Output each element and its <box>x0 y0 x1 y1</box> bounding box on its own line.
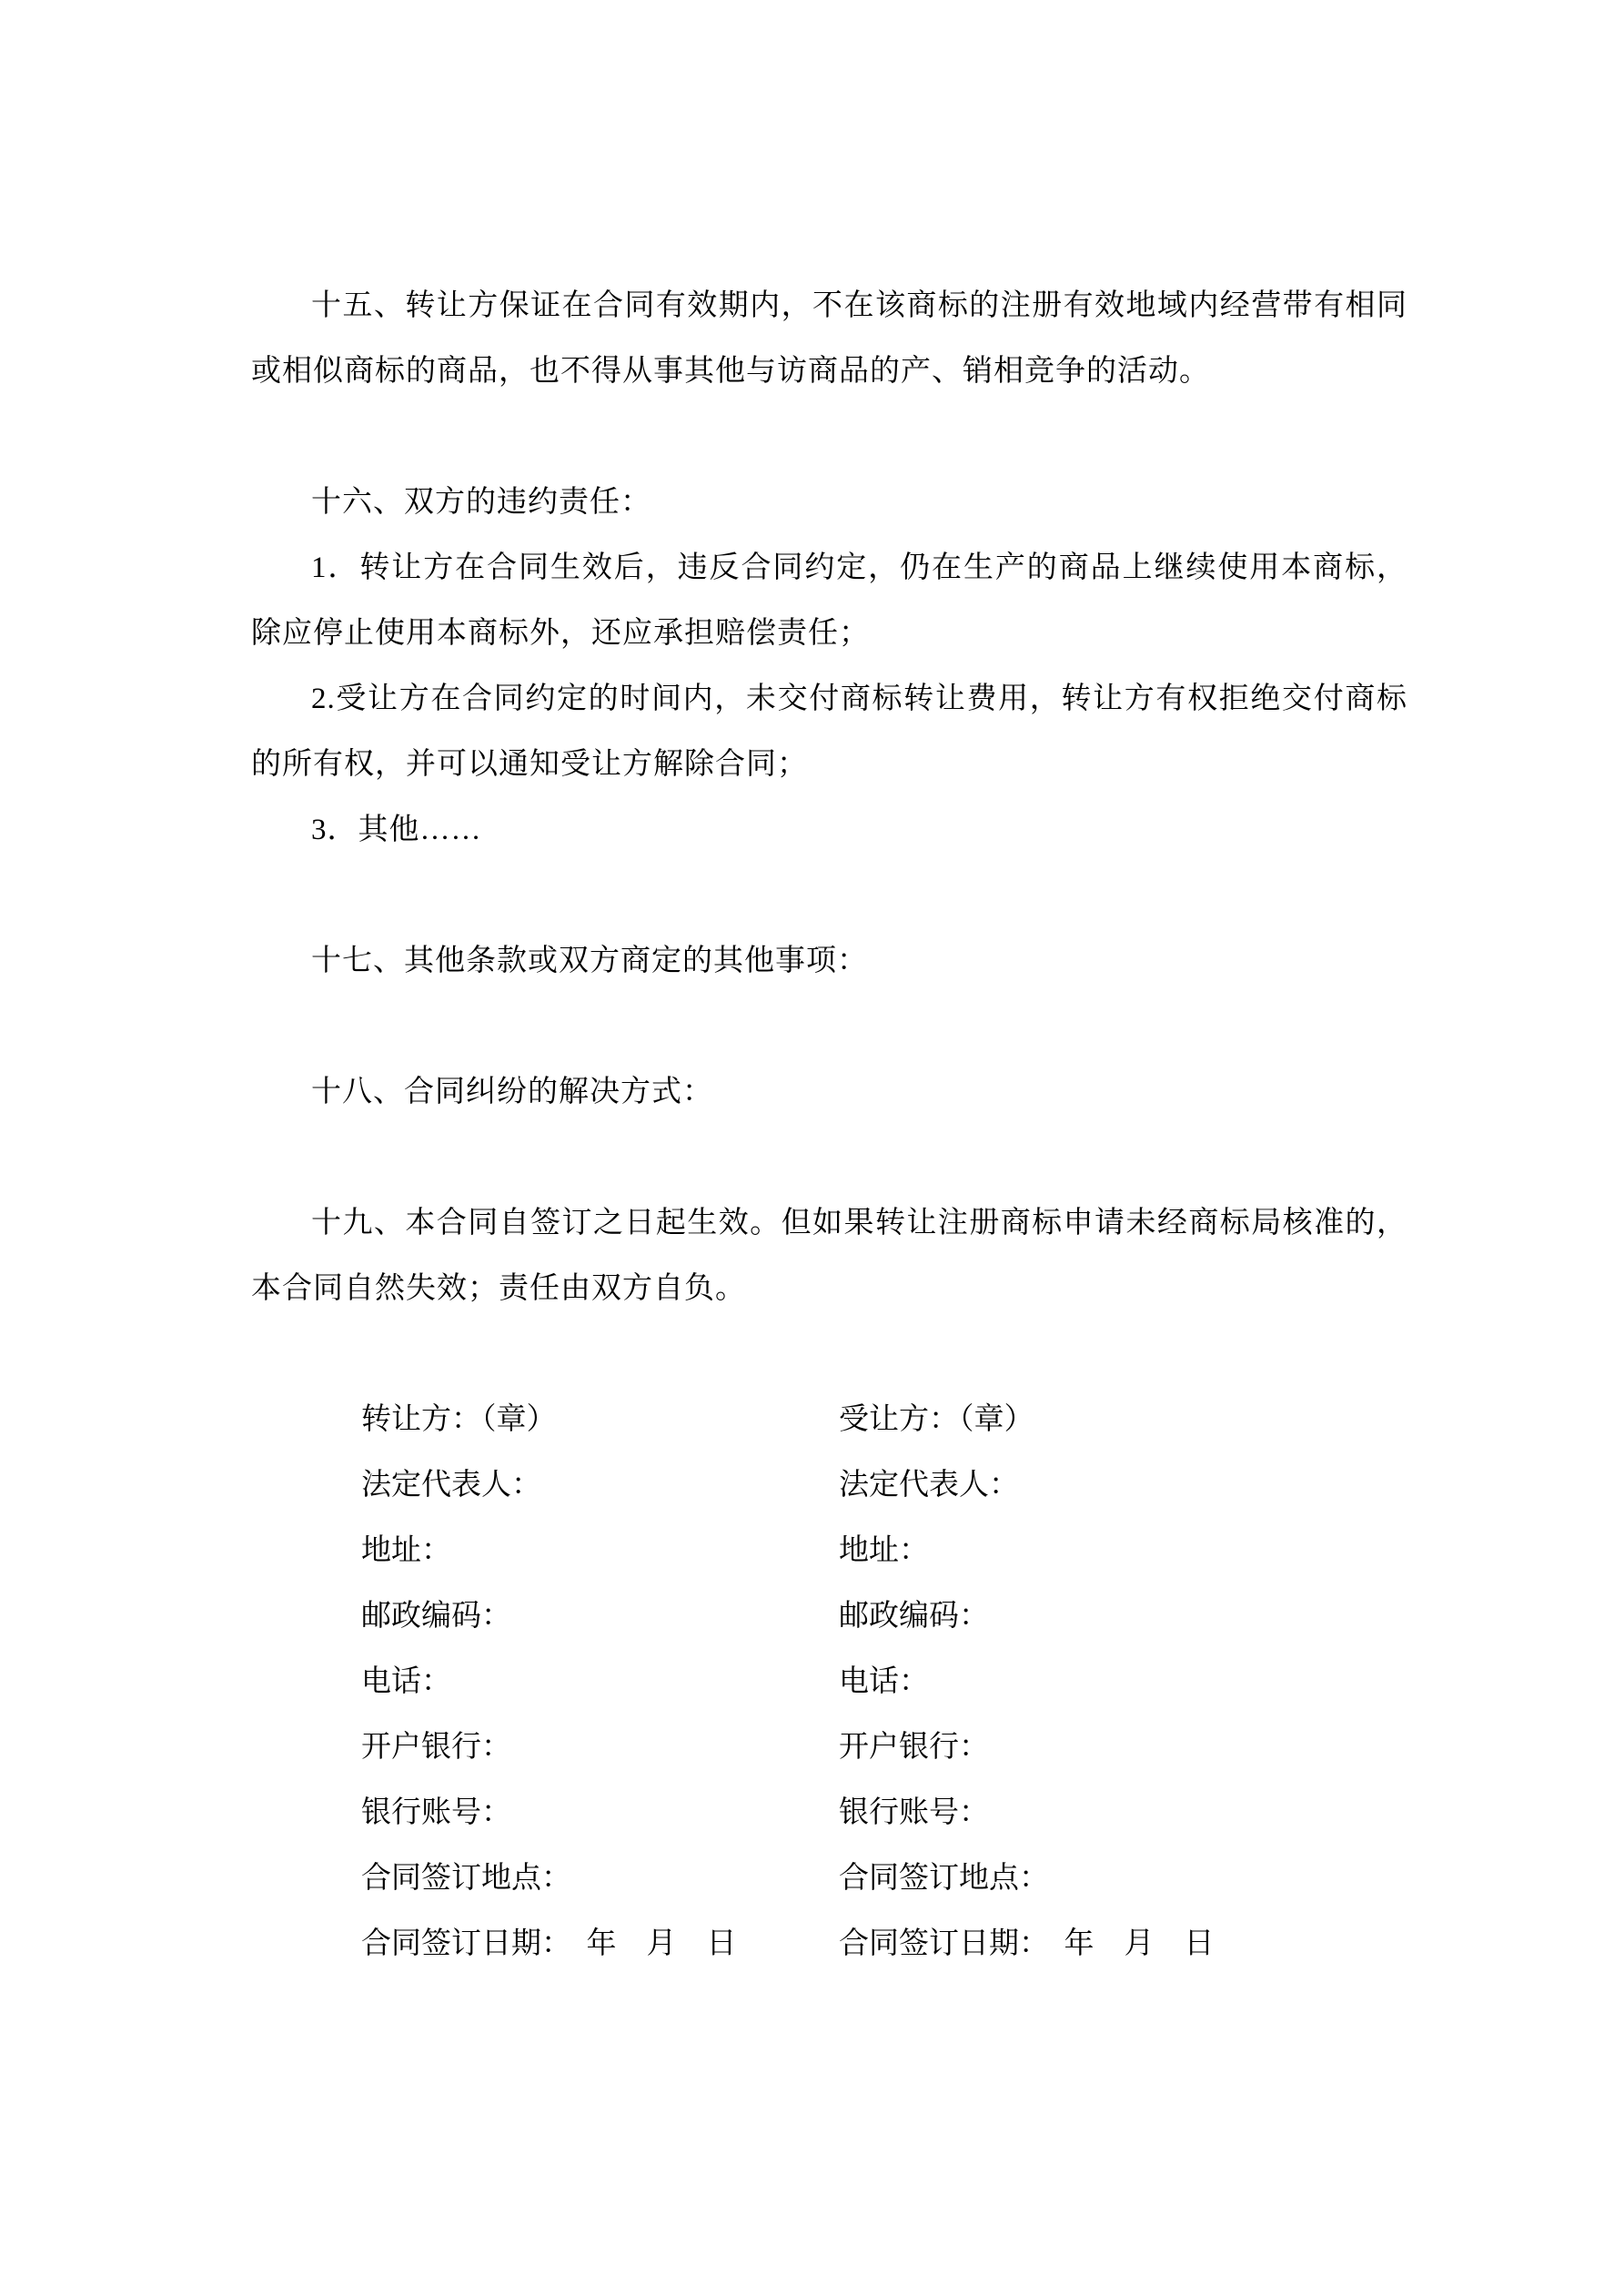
signature-row-phone <box>251 1649 1407 1714</box>
transferee-postal-code-label: 邮政编码： <box>839 1600 989 1633</box>
signature-row-postal-code <box>251 1583 1407 1649</box>
paragraph-spacer <box>251 1321 1407 1387</box>
signature-row-party <box>251 1387 1407 1452</box>
signature-row-signing-place <box>251 1846 1407 1911</box>
paragraph-spacer <box>251 1125 1407 1190</box>
transferee-legal-representative-label: 法定代表人： <box>839 1469 1019 1502</box>
signature-row-bank-account <box>251 1780 1407 1846</box>
signature-row-legal-representative <box>251 1452 1407 1518</box>
paragraph-spacer <box>251 863 1407 928</box>
clause-15: 十五、转让方保证在合同有效期内，不在该商标的注册有效地域内经营带有相同或相似商标的商品，也不得从事其他与访商品的产、销相竞争的活动。 <box>251 289 1407 388</box>
transferee-signing-date-label: 合同签订日期： 年 月 日 <box>839 1927 1215 1960</box>
signature-row-signing-date <box>251 1911 1407 1977</box>
transferor-legal-representative-label: 法定代表人： <box>361 1469 541 1502</box>
transferee-bank-account-label: 银行账号： <box>839 1796 989 1829</box>
transferee-address-label: 地址： <box>839 1534 929 1567</box>
transferor-postal-code-label: 邮政编码： <box>361 1600 511 1633</box>
transferor-address-label: 地址： <box>361 1534 451 1567</box>
clause-16-item-3: 3．其他…… <box>311 814 482 846</box>
paragraph-spacer <box>251 404 1407 470</box>
signature-block <box>251 1387 1407 1977</box>
clause-19: 十九、本合同自签订之日起生效。但如果转让注册商标申请未经商标局核准的，本合同自然失效；责任由双方自负。 <box>251 1207 1407 1305</box>
clause-16-item-2: 2.受让方在合同约定的时间内，未交付商标转让费用，转让方有权拒绝交付商标的所有权，并可以通知受让方解除合同； <box>251 683 1407 781</box>
transferee-phone-label: 电话： <box>839 1665 929 1698</box>
signature-row-address <box>251 1518 1407 1583</box>
clause-18: 十八、合同纠纷的解决方式： <box>311 1076 713 1108</box>
clause-16-heading: 十六、双方的违约责任： <box>311 486 651 519</box>
transferor-bank-account-label: 银行账号： <box>361 1796 511 1829</box>
transferee-bank-label: 开户银行： <box>839 1731 989 1764</box>
transferee-party-label: 受让方：（章） <box>839 1403 1034 1436</box>
transferee-signing-place-label: 合同签订地点： <box>839 1862 1049 1895</box>
signature-row-bank <box>251 1714 1407 1780</box>
transferor-party-label: 转让方：（章） <box>361 1403 557 1436</box>
paragraph-spacer <box>251 994 1407 1059</box>
clause-17: 十七、其他条款或双方商定的其他事项： <box>311 945 868 977</box>
transferor-signing-date-label: 合同签订日期： 年 月 日 <box>361 1927 737 1960</box>
transferor-bank-label: 开户银行： <box>361 1731 511 1764</box>
transferor-phone-label: 电话： <box>361 1665 451 1698</box>
clause-16-item-1: 1．转让方在合同生效后，违反合同约定，仍在生产的商品上继续使用本商标，除应停止使用本商标外，还应承担赔偿责任； <box>251 551 1407 650</box>
transferor-signing-place-label: 合同签订地点： <box>361 1862 571 1895</box>
